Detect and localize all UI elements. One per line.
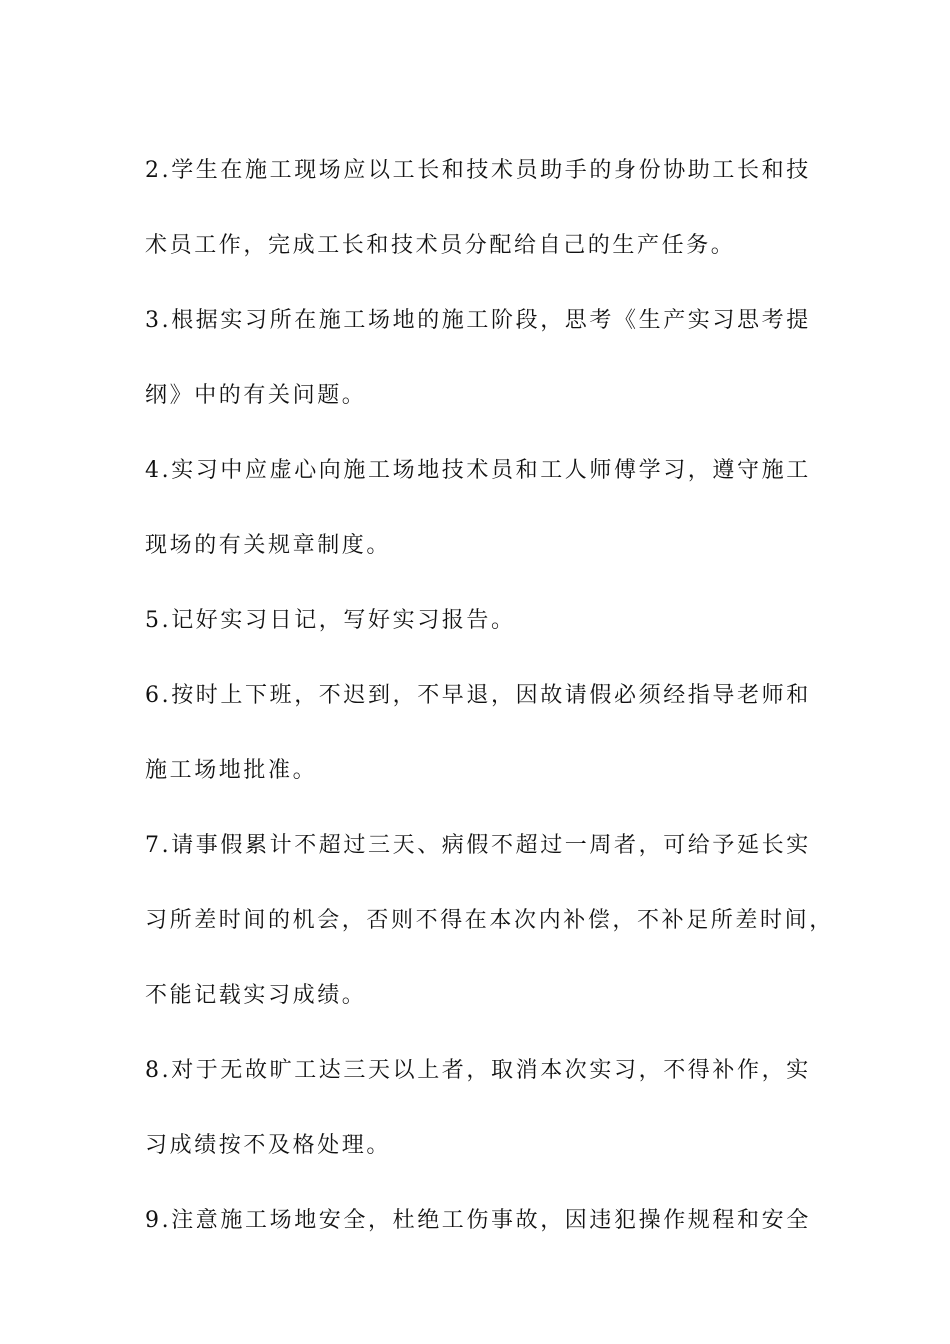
text-line: 不能记载实习成绩。	[145, 983, 367, 1008]
text-line: 7.请事假累计不超过三天、病假不超过一周者，可给予延长实	[145, 833, 811, 858]
text-line: 4.实习中应虚心向施工场地技术员和工人师傅学习，遵守施工	[145, 458, 811, 483]
text-line: 纲》中的有关问题。	[145, 383, 367, 408]
text-line: 8.对于无故旷工达三天以上者，取消本次实习，不得补作，实	[145, 1058, 811, 1083]
text-line: 术员工作，完成工长和技术员分配给自己的生产任务。	[145, 233, 736, 258]
text-line: 习成绩按不及格处理。	[145, 1133, 392, 1158]
text-line: 6.按时上下班，不迟到，不早退，因故请假必须经指导老师和	[145, 683, 811, 708]
text-line: 9.注意施工场地安全，杜绝工伤事故，因违犯操作规程和安全	[145, 1208, 811, 1233]
text-line: 3.根据实习所在施工场地的施工阶段，思考《生产实习思考提	[145, 308, 811, 333]
text-line: 2.学生在施工现场应以工长和技术员助手的身份协助工长和技	[145, 158, 811, 183]
text-line: 习所差时间的机会，否则不得在本次内补偿，不补足所差时间，	[145, 908, 834, 933]
text-line: 5.记好实习日记，写好实习报告。	[145, 608, 516, 633]
document-body	[145, 133, 834, 1258]
text-line: 施工场地批准。	[145, 758, 318, 783]
text-line: 现场的有关规章制度。	[145, 533, 392, 558]
